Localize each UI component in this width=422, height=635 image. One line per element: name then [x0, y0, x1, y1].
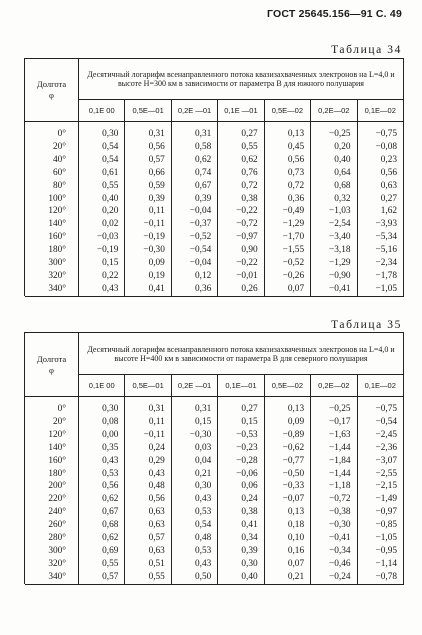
value-cell: 0,30: [218, 558, 264, 571]
value-cell: −0,46: [311, 558, 357, 571]
value-cell: 0,63: [125, 545, 171, 558]
value-cell: 0,36: [264, 193, 310, 206]
longitude-cell: 200°: [25, 480, 79, 493]
value-cell: −0,03: [79, 231, 125, 244]
value-cell: −5,16: [357, 244, 403, 257]
value-cell: 0,39: [218, 545, 264, 558]
value-cell: 0,32: [311, 193, 357, 206]
value-cell: 0,53: [171, 506, 217, 519]
value-cell: 0,38: [218, 506, 264, 519]
table-row: [25, 218, 404, 231]
value-cell: −5,34: [357, 231, 403, 244]
value-cell: 0,48: [171, 532, 217, 545]
value-cell: −0,72: [218, 218, 264, 231]
value-cell: −1,49: [357, 493, 403, 506]
value-cell: 0,09: [264, 416, 310, 429]
value-cell: −1,14: [357, 558, 403, 571]
value-cell: 0,57: [125, 532, 171, 545]
longitude-cell: 240°: [25, 506, 79, 519]
table-row: [25, 193, 404, 206]
value-cell: 0,62: [218, 154, 264, 167]
table: [24, 332, 404, 585]
value-cell: 0,41: [218, 519, 264, 532]
value-cell: 0,63: [125, 519, 171, 532]
value-cell: −0,19: [79, 244, 125, 257]
value-cell: 0,68: [311, 180, 357, 193]
table-title: Таблица 34: [331, 44, 402, 56]
value-cell: −0,22: [218, 257, 264, 270]
value-cell: −0,75: [357, 122, 403, 141]
table-row: [25, 416, 404, 429]
value-cell: −0,30: [171, 429, 217, 442]
longitude-cell: 320°: [25, 558, 79, 571]
value-cell: −0,22: [218, 205, 264, 218]
longitude-cell: 120°: [25, 429, 79, 442]
table-row: [25, 493, 404, 506]
longitude-cell: 340°: [25, 283, 79, 296]
value-cell: 0,63: [125, 506, 171, 519]
value-cell: 0,90: [218, 244, 264, 257]
value-cell: 0,64: [311, 167, 357, 180]
value-cell: −3,93: [357, 218, 403, 231]
value-cell: 0,56: [125, 493, 171, 506]
value-cell: 0,18: [264, 519, 310, 532]
value-cell: 0,20: [311, 141, 357, 154]
value-cell: 0,20: [79, 205, 125, 218]
value-cell: −0,24: [311, 571, 357, 584]
value-cell: 0,51: [125, 558, 171, 571]
value-cell: 0,21: [171, 468, 217, 481]
value-cell: −0,78: [357, 571, 403, 584]
column-header-parameter: 0,1E—02: [357, 100, 403, 122]
value-cell: −2,36: [357, 442, 403, 455]
value-cell: 0,12: [171, 270, 217, 283]
value-cell: 0,48: [125, 480, 171, 493]
column-header-parameter: 0,5E—02: [264, 375, 310, 397]
value-cell: 0,21: [264, 571, 310, 584]
value-cell: 0,27: [218, 122, 264, 141]
value-cell: −0,34: [311, 545, 357, 558]
value-cell: −2,45: [357, 429, 403, 442]
value-cell: −0,33: [264, 480, 310, 493]
column-header-parameter: 0,5E—01: [125, 100, 171, 122]
value-cell: −0,11: [125, 218, 171, 231]
value-cell: 0,35: [79, 442, 125, 455]
running-head: ГОСТ 25645.156—91 С. 49: [266, 8, 402, 20]
longitude-cell: 300°: [25, 257, 79, 270]
value-cell: −0,52: [171, 231, 217, 244]
value-cell: 0,74: [171, 167, 217, 180]
value-cell: −3,18: [311, 244, 357, 257]
value-cell: 0,56: [79, 480, 125, 493]
table: [24, 58, 404, 297]
value-cell: 0,11: [125, 416, 171, 429]
value-cell: 0,43: [79, 455, 125, 468]
value-cell: −0,30: [311, 519, 357, 532]
column-header-parameter: 0,2E—02: [311, 100, 357, 122]
value-cell: −1,44: [311, 442, 357, 455]
value-cell: 0,43: [125, 468, 171, 481]
value-cell: −0,26: [264, 270, 310, 283]
value-cell: −0,53: [218, 429, 264, 442]
value-cell: −1,70: [264, 231, 310, 244]
value-cell: −0,06: [218, 468, 264, 481]
value-cell: 0,53: [79, 468, 125, 481]
column-header-parameter: 0,5E—01: [125, 375, 171, 397]
longitude-cell: 60°: [25, 167, 79, 180]
value-cell: −0,19: [125, 231, 171, 244]
value-cell: 0,30: [79, 122, 125, 141]
value-cell: 0,08: [79, 416, 125, 429]
value-cell: −1,05: [357, 283, 403, 296]
value-cell: 0,24: [218, 493, 264, 506]
value-cell: −0,85: [357, 519, 403, 532]
value-cell: −0,95: [357, 545, 403, 558]
table-row: [25, 519, 404, 532]
value-cell: 0,11: [125, 205, 171, 218]
value-cell: −0,77: [264, 455, 310, 468]
column-header-parameter: 0,1E —01: [218, 100, 264, 122]
longitude-cell: 300°: [25, 545, 79, 558]
table-row: [25, 283, 404, 296]
column-header-parameter: 0,1E 00: [79, 375, 125, 397]
value-cell: 0,15: [79, 257, 125, 270]
table-row: [25, 244, 404, 257]
table-row: [25, 270, 404, 283]
value-cell: 0,03: [171, 442, 217, 455]
value-cell: −0,37: [171, 218, 217, 231]
value-cell: −0,41: [311, 532, 357, 545]
stub-header-line: φ: [49, 90, 54, 100]
value-cell: −0,97: [357, 506, 403, 519]
table-row: [25, 205, 404, 218]
data-table: [24, 58, 404, 297]
value-cell: 0,15: [171, 416, 217, 429]
table-row: [25, 141, 404, 154]
longitude-cell: 260°: [25, 519, 79, 532]
value-cell: −0,54: [357, 416, 403, 429]
table-row: [25, 397, 404, 416]
value-cell: −1,78: [357, 270, 403, 283]
value-cell: 0,72: [264, 180, 310, 193]
longitude-cell: 140°: [25, 218, 79, 231]
longitude-cell: 280°: [25, 532, 79, 545]
value-cell: −1,29: [264, 218, 310, 231]
value-cell: 0,30: [171, 480, 217, 493]
value-cell: −0,04: [171, 205, 217, 218]
table-row: [25, 506, 404, 519]
table-row: [25, 545, 404, 558]
value-cell: −2,15: [357, 480, 403, 493]
value-cell: 0,07: [264, 558, 310, 571]
value-cell: −0,38: [311, 506, 357, 519]
value-cell: 0,62: [171, 154, 217, 167]
value-cell: 0,56: [357, 167, 403, 180]
value-cell: −0,23: [218, 442, 264, 455]
value-cell: 0,24: [125, 442, 171, 455]
value-cell: 0,55: [79, 180, 125, 193]
value-cell: 0,09: [125, 257, 171, 270]
value-cell: −0,90: [311, 270, 357, 283]
column-header-parameter: 0,1E—02: [357, 375, 403, 397]
longitude-cell: 80°: [25, 180, 79, 193]
value-cell: 0,50: [171, 571, 217, 584]
value-cell: 0,34: [218, 532, 264, 545]
value-cell: −1,03: [311, 205, 357, 218]
column-header-parameter: 0,5E—02: [264, 100, 310, 122]
value-cell: 0,13: [264, 122, 310, 141]
value-cell: 0,61: [79, 167, 125, 180]
value-cell: −0,75: [357, 397, 403, 416]
longitude-cell: 0°: [25, 122, 79, 141]
value-cell: 0,31: [125, 397, 171, 416]
value-cell: 0,55: [79, 558, 125, 571]
longitude-cell: 340°: [25, 571, 79, 584]
column-header-longitude: [25, 333, 79, 397]
value-cell: −0,25: [311, 397, 357, 416]
value-cell: −3,07: [357, 455, 403, 468]
value-cell: 0,73: [264, 167, 310, 180]
value-cell: 0,23: [357, 154, 403, 167]
value-cell: −1,29: [311, 257, 357, 270]
table-row: [25, 180, 404, 193]
value-cell: −0,50: [264, 468, 310, 481]
value-cell: 0,15: [218, 416, 264, 429]
value-cell: 0,31: [125, 122, 171, 141]
value-cell: −0,07: [264, 493, 310, 506]
value-cell: 0,36: [171, 283, 217, 296]
longitude-cell: 180°: [25, 468, 79, 481]
value-cell: 0,62: [79, 493, 125, 506]
value-cell: 0,43: [79, 283, 125, 296]
table-row: [25, 571, 404, 584]
value-cell: −0,30: [125, 244, 171, 257]
longitude-cell: 220°: [25, 493, 79, 506]
table-row: [25, 429, 404, 442]
longitude-cell: 140°: [25, 442, 79, 455]
value-cell: 1,62: [357, 205, 403, 218]
table-row: [25, 154, 404, 167]
value-cell: 0,54: [171, 519, 217, 532]
value-cell: 0,00: [79, 429, 125, 442]
value-cell: −0,28: [218, 455, 264, 468]
value-cell: 0,04: [171, 455, 217, 468]
value-cell: −3,40: [311, 231, 357, 244]
longitude-cell: 320°: [25, 270, 79, 283]
column-header-parameter: 0,1E—01: [218, 375, 264, 397]
data-table: [24, 332, 404, 585]
value-cell: 0,68: [79, 519, 125, 532]
value-cell: 0,39: [125, 193, 171, 206]
value-cell: 0,54: [79, 154, 125, 167]
value-cell: 0,22: [79, 270, 125, 283]
column-header-longitude: [25, 59, 79, 122]
table-row: [25, 257, 404, 270]
value-cell: 0,58: [171, 141, 217, 154]
value-cell: −2,54: [311, 218, 357, 231]
value-cell: 0,57: [79, 571, 125, 584]
column-header-parameter: 0,2E —01: [171, 375, 217, 397]
value-cell: 0,19: [125, 270, 171, 283]
longitude-cell: 180°: [25, 244, 79, 257]
value-cell: 0,40: [311, 154, 357, 167]
column-header-parameter: 0,2E—02: [311, 375, 357, 397]
value-cell: 0,76: [218, 167, 264, 180]
value-cell: 0,66: [125, 167, 171, 180]
value-cell: −0,49: [264, 205, 310, 218]
table-row: [25, 167, 404, 180]
value-cell: 0,13: [264, 397, 310, 416]
value-cell: 0,57: [125, 154, 171, 167]
value-cell: 0,39: [171, 193, 217, 206]
value-cell: 0,53: [171, 545, 217, 558]
value-cell: 0,30: [79, 397, 125, 416]
longitude-cell: 160°: [25, 455, 79, 468]
longitude-cell: 100°: [25, 193, 79, 206]
value-cell: 0,56: [125, 141, 171, 154]
value-cell: 0,67: [171, 180, 217, 193]
value-cell: 0,69: [79, 545, 125, 558]
value-cell: −0,89: [264, 429, 310, 442]
value-cell: 0,67: [79, 506, 125, 519]
table-title: Таблица 35: [331, 319, 402, 331]
value-cell: 0,06: [218, 480, 264, 493]
value-cell: 0,27: [357, 193, 403, 206]
value-cell: −2,34: [357, 257, 403, 270]
value-cell: 0,31: [171, 397, 217, 416]
table-row: [25, 558, 404, 571]
value-cell: 0,16: [264, 545, 310, 558]
stub-header-line: Долгота: [36, 353, 67, 364]
value-cell: 0,56: [264, 154, 310, 167]
longitude-cell: 0°: [25, 397, 79, 416]
value-cell: 0,59: [125, 180, 171, 193]
value-cell: 0,62: [79, 532, 125, 545]
value-cell: −0,01: [218, 270, 264, 283]
longitude-cell: 120°: [25, 205, 79, 218]
value-cell: −1,44: [311, 468, 357, 481]
longitude-cell: 40°: [25, 154, 79, 167]
longitude-cell: 160°: [25, 231, 79, 244]
value-cell: −0,54: [171, 244, 217, 257]
value-cell: −1,05: [357, 532, 403, 545]
table-row: [25, 231, 404, 244]
value-cell: −1,18: [311, 480, 357, 493]
table-row: [25, 442, 404, 455]
table-caption: Десятичный логарифм всенаправленного потока квазизахваченных электронов на L=4,0 и высоте H=300 км в зависимости от параметра B для южного полушария: [79, 59, 404, 100]
value-cell: 0,29: [125, 455, 171, 468]
value-cell: 0,27: [218, 397, 264, 416]
value-cell: −0,08: [357, 141, 403, 154]
value-cell: 0,43: [171, 493, 217, 506]
value-cell: −0,11: [125, 429, 171, 442]
value-cell: −1,55: [264, 244, 310, 257]
column-header-parameter: 0,2E —01: [171, 100, 217, 122]
stub-header-line: φ: [49, 364, 54, 375]
value-cell: 0,45: [264, 141, 310, 154]
table-row: [25, 122, 404, 141]
value-cell: 0,10: [264, 532, 310, 545]
table-row: [25, 480, 404, 493]
value-cell: −0,04: [171, 257, 217, 270]
value-cell: 0,41: [125, 283, 171, 296]
value-cell: 0,55: [218, 141, 264, 154]
value-cell: 0,40: [79, 193, 125, 206]
table-caption: Десятичный логарифм всенаправленного потока квазизахваченных электронов на L=4,0 и высоте H=400 км в зависимости от параметра B для северного полушария: [79, 333, 404, 375]
value-cell: 0,07: [264, 283, 310, 296]
value-cell: −0,97: [218, 231, 264, 244]
table-row: [25, 455, 404, 468]
value-cell: −0,72: [311, 493, 357, 506]
value-cell: −0,62: [264, 442, 310, 455]
longitude-cell: 20°: [25, 141, 79, 154]
column-header-parameter: 0,1E 00: [79, 100, 125, 122]
stub-header-line: Долгота: [36, 79, 67, 89]
value-cell: 0,40: [218, 571, 264, 584]
value-cell: 0,26: [218, 283, 264, 296]
value-cell: 0,02: [79, 218, 125, 231]
value-cell: −2,55: [357, 468, 403, 481]
longitude-cell: 20°: [25, 416, 79, 429]
value-cell: 0,31: [171, 122, 217, 141]
value-cell: 0,38: [218, 193, 264, 206]
table-row: [25, 532, 404, 545]
value-cell: −0,17: [311, 416, 357, 429]
value-cell: 0,72: [218, 180, 264, 193]
value-cell: 0,43: [171, 558, 217, 571]
value-cell: −0,25: [311, 122, 357, 141]
value-cell: 0,63: [357, 180, 403, 193]
table-row: [25, 468, 404, 481]
value-cell: 0,13: [264, 506, 310, 519]
value-cell: 0,55: [125, 571, 171, 584]
value-cell: 0,54: [79, 141, 125, 154]
value-cell: −0,41: [311, 283, 357, 296]
value-cell: −1,63: [311, 429, 357, 442]
value-cell: −1,84: [311, 455, 357, 468]
value-cell: −0,52: [264, 257, 310, 270]
